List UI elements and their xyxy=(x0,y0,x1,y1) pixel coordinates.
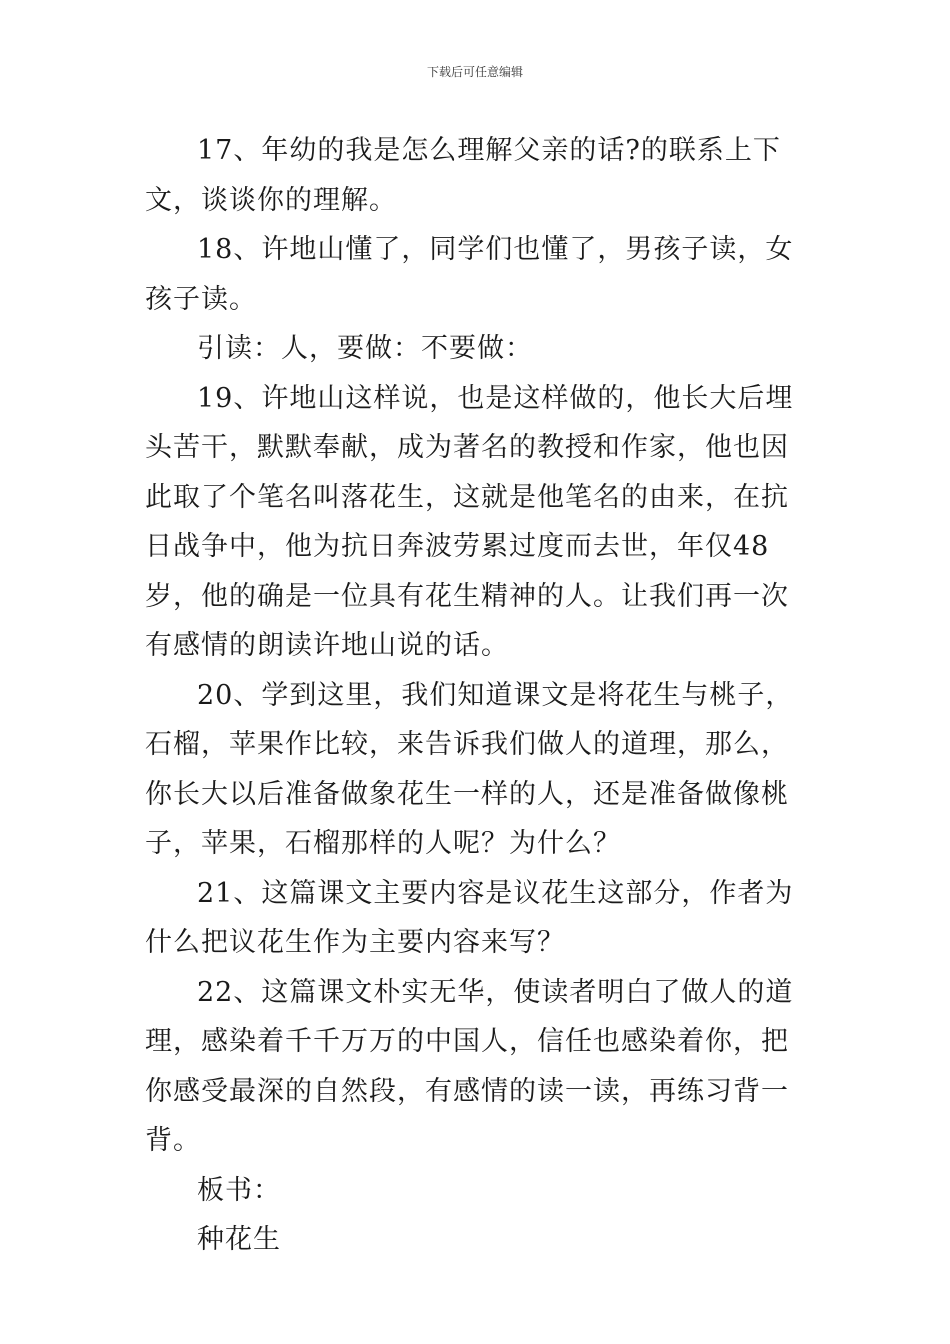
document-body xyxy=(145,126,815,1265)
paragraph-guided-reading: 引读：人，要做：不要做： xyxy=(197,333,533,364)
paragraph-board-heading: 板书： xyxy=(197,1174,281,1206)
page-header-note: 下载后可任意编辑 xyxy=(426,65,523,79)
paragraph-q22: 22、这篇课文朴实无华，使读者明白了做人的道理，感染着千千万万的中国人，信任也感染着你，把你感受最深的自然段，有感情的读一读，再练习背一背。 xyxy=(145,976,794,1156)
paragraph-q20: 20、学到这里，我们知道课文是将花生与桃子，石榴，苹果作比较，来告诉我们做人的道理，那么，你长大以后准备做象花生一样的人，还是准备做像桃子，苹果，石榴那样的人呢？为什么？ xyxy=(145,679,794,859)
paragraph-q17: 17、年幼的我是怎么理解父亲的话?的联系上下文，谈谈你的理解。 xyxy=(145,135,781,216)
paragraph-q19: 19、许地山这样说，也是这样做的，他长大后埋头苦干，默默奉献，成为著名的教授和作家，他也因此取了个笔名叫落花生，这就是他笔名的由来，在抗日战争中，他为抗日奔波劳累过度而去世，年仅48岁，他的确是一位具有花生精神的人。让我们再一次有感情的朗读许地山说的话。 xyxy=(145,382,794,661)
paragraph-board-item: 种花生 xyxy=(197,1224,281,1255)
paragraph-q21: 21、这篇课文主要内容是议花生这部分，作者为什么把议花生作为主要内容来写？ xyxy=(145,877,794,958)
paragraph-q18: 18、许地山懂了，同学们也懂了，男孩子读，女孩子读。 xyxy=(145,234,794,315)
